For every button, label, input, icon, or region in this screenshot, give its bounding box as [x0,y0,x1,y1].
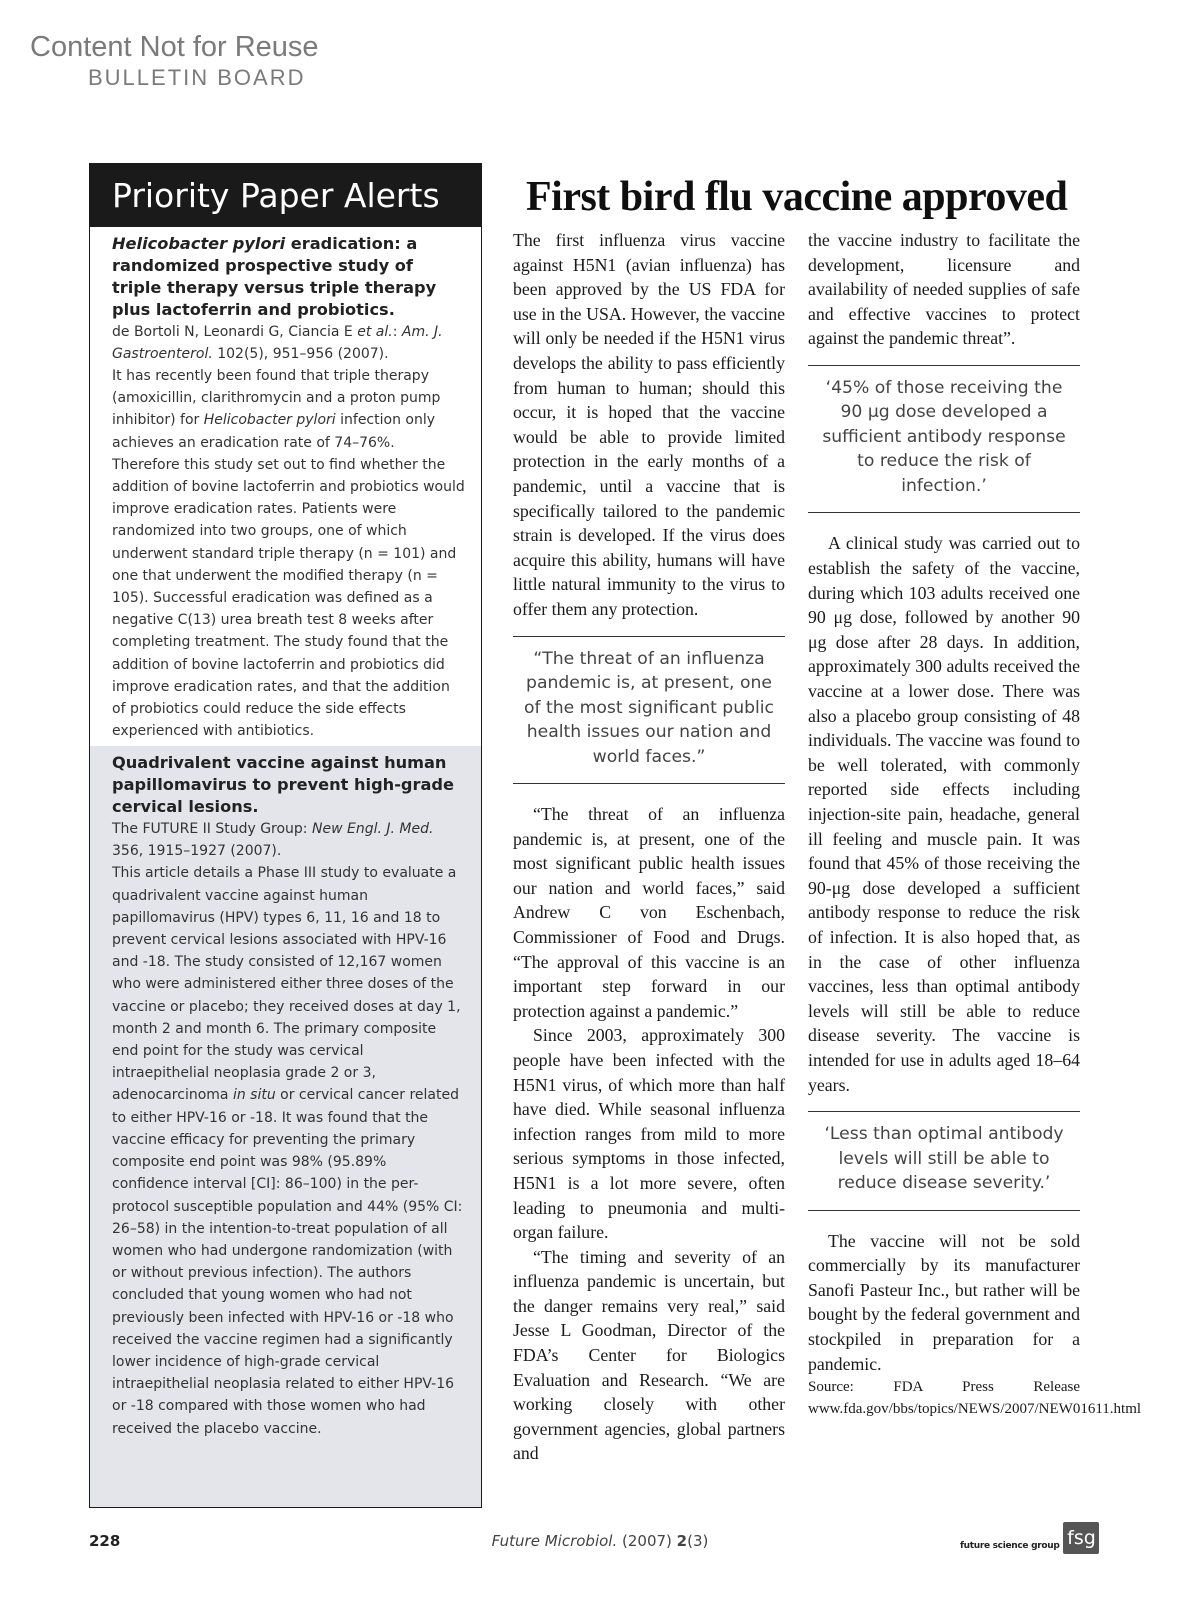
journal-volume: 2 [676,1532,688,1550]
alert-summary-part2: infection only achieves an eradication rate of 74–76%. Therefore this study set out to find whether the addition of bovine lactoferrin and probiotics would improve eradication rates. Patients were randomized into two groups, one of which underwent standard triple therapy (n = 101) and one that underwent the modified therapy (n = 105). Successful eradication was defined as a negative C(13) urea breath test 8 weeks after completing treatment. The study found that the addition of bovine lactoferrin and probiotics did improve eradication rates, and that the addition of probiotics could reduce the side effects experienced with antibiotics. [112,412,465,740]
source-citation: Source: FDA Press Release www.fda.gov/bbs/topics/NEWS/2007/NEW01611.html [808,1379,1142,1418]
pull-quote: “The threat of an influenza pandemic is, at present, one of the most significant public health issues our nation and world faces.” [513,636,785,785]
article-paragraph: The vaccine will not be sold commercially by its manufacturer Sanofi Pasteur Inc., but rather will be bought by the federal government and stockpiled in preparation for a pandemic. [808,1230,1080,1374]
article-paragraph: Since 2003, approximately 300 people have been infected with the H5N1 virus, of which more than half have died. While seasonal influenza infection ranges from mild to more serious symptoms in those infected, H5N1 is a lot more severe, often leading to pneumonia and multi-organ failure. [513,1025,785,1243]
alert-summary-part2: or cervical cancer related to either HPV-16 or -18. It was found that the vaccine efficacy for preventing the primary composite end point was 98% (95.89% confidence interval [CI]: 86–100) in the per-protocol susceptible population and 44% (95% CI: 26–58) in the intention-to-treat population of all women who had undergone randomization (with or without previous infection). The authors concluded that young women who had not previously been infected with HPV-16 or -18 who received the vaccine regimen had a significantly lower incidence of high-grade cervical intraepithelial neoplasia related to either HPV-16 or -18 compared with those women who had received the placebo vaccine. [112,1087,463,1437]
watermark [30,30,319,92]
alert-citation: 356, 1915–1927 (2007). [112,843,282,860]
pull-quote: ‘Less than optimal antibody levels will still be able to reduce disease severity.’ [808,1111,1080,1211]
article-paragraph: A clinical study was carried out to establish the safety of the vaccine, during which 103 adults received one 90 μg dose, followed by another 90 μg dose after 28 days. In addition, approximately 300 adults received the vaccine at a lower dose. There was also a placebo group consisting of 48 individuals. The vaccine was found to be well tolerated, with commonly reported side effects including injection-site pain, headache, general ill feeling and muscle pain. It was found that 45% of those receiving the 90-μg dose developed a sufficient antibody response to reduce the risk of infection. It is also hoped that, as in the case of other influenza vaccines, less than optimal antibody levels will still be able to reduce disease severity. The vaccine is intended for use in adults aged 18–64 years. [808,533,1080,1095]
publisher-logo-text: future science group [960,1541,1060,1551]
section-label: BULLETIN BOARD [88,65,306,90]
alert-summary [112,365,465,742]
alert-authors: de Bortoli N, Leonardi G, Ciancia E [112,324,358,340]
page-number: 228 [89,1532,121,1550]
alert-journal: New Engl. J. Med. [311,821,434,838]
article-column-left [513,228,785,1466]
alert-authors: The FUTURE II Study Group: [112,821,312,838]
alert-summary-part1: This article details a Phase III study to evaluate a quadrivalent vaccine against human papillomavirus (HPV) types 6, 11, 16 and 18 to prevent cervical lesions associated with HPV-16 and -18. The study consisted of 12,167 women who were administered either three doses of the vaccine or placebo; they received doses at day 1, month 2 and month 6. The primary composite end point for the study was cervical intraepithelial neoplasia grade 2 or 3, adenocarcinoma [112,865,461,1104]
alert-reference [112,818,465,862]
publisher-logo [960,1522,1099,1554]
alert-citation: 102(5), 951–956 (2007). [212,346,389,362]
journal-issue: (3) [687,1532,709,1550]
journal-name: Future Microbiol. [491,1532,618,1550]
fsg-logo-icon: fsg [1063,1522,1099,1554]
alert-title-italic: Helicobacter pylori [112,234,286,253]
article-paragraph: the vaccine industry to facilitate the development, licensure and availability of needed supplies of safe and effective vaccines to protect against the pandemic threat”. [808,230,1080,349]
alert-summary-part1: It has recently been found that triple therapy (amoxicillin, clarithromycin and a proton pump inhibitor) for [112,368,441,429]
alert-summary-italic: Helicobacter pylori [203,412,336,429]
alert-title-text: eradication: a randomized prospective study of triple therapy versus triple therapy plus lactoferrin and probiotics. [112,234,437,319]
watermark-title: Content Not for Reuse [30,31,319,63]
alert-journal-sep: : [392,324,402,340]
alert-reference [112,321,465,365]
article-paragraph: The first influenza virus vaccine against H5N1 (avian influenza) has been approved by the US FDA for use in the USA. However, the vaccine will only be needed if the H5N1 virus develops the ability to pass efficiently from human to human; should this occur, it is hoped that the vaccine would be able to provide limited protection in the early months of a pandemic, until a vaccine that is specifically tailored to the pandemic strain is developed. If the virus does acquire this ability, humans will have little natural immunity to the virus to offer them any protection. [513,230,785,619]
alert-summary-italic: in situ [232,1087,276,1104]
alert-summary [112,862,465,1439]
journal-year: (2007) [617,1532,677,1550]
alert-title: Quadrivalent vaccine against human papillomavirus to prevent high-grade cervical lesions. [112,753,454,817]
pull-quote: ‘45% of those receiving the 90 μg dose developed a sufficient antibody response to reduce the risk of infection.’ [808,365,1080,514]
article-headline: First bird flu vaccine approved [526,174,1068,221]
article-paragraph: “The timing and severity of an influenza pandemic is uncertain, but the danger remains very real,” said Jesse L Goodman, Director of the FDA’s Center for Biologics Evaluation and Research. “We are working closely with other government agencies, global partners and [513,1246,785,1464]
alert-item [90,227,481,746]
alert-item [90,746,481,1508]
alert-journal: Am. J. Gastroenterol. [112,324,443,362]
alert-authors-etal: et al. [357,324,393,340]
article-paragraph: “The threat of an influenza pandemic is, at present, one of the most significant public health issues our nation and world faces,” said Andrew C von Eschenbach, Commissioner of Food and Drugs. “The approval of this vaccine is an important step forward in our protection against a pandemic.” [513,804,785,1021]
priority-paper-alerts-box [89,163,482,1508]
alert-title [112,233,465,321]
article-column-right [808,228,1142,1420]
sidebar-header: Priority Paper Alerts [90,164,481,227]
